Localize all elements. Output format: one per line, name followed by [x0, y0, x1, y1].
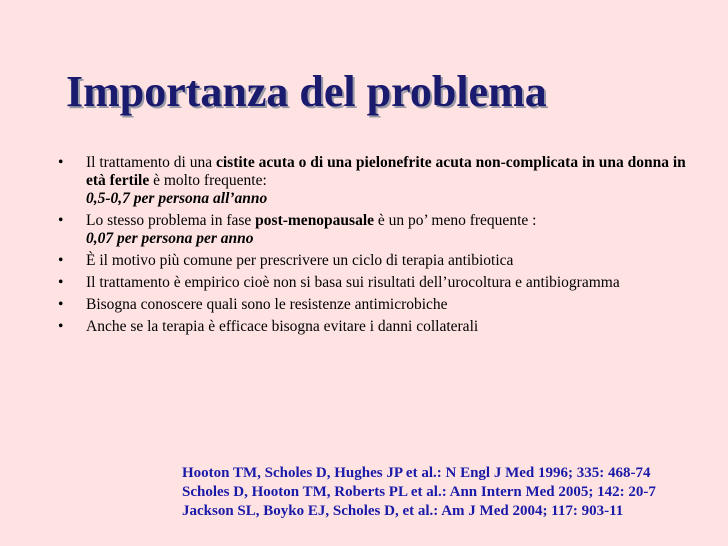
references — [182, 464, 656, 521]
bullet-item — [58, 296, 698, 314]
slide-title: Importanza del problema — [66, 67, 547, 116]
reference-item: Hooton TM, Scholes D, Hughes JP et al.: N Engl J Med 1996; 335: 468-74 — [182, 465, 651, 481]
bullet-text-post: è molto frequente: — [149, 172, 267, 189]
bullet-rate: 0,07 per persona per anno — [86, 230, 254, 247]
bullet-text-pre: Lo stesso problema in fase — [86, 212, 256, 229]
bullet-text-post: è un po’ meno frequente : — [374, 212, 537, 229]
bullet-text-bold: cistite acuta o di una pielonefrite acuta non-complicata in una donna in età fertile — [86, 154, 686, 189]
bullet-text-bold: post-menopausale — [255, 212, 375, 229]
bullet-marker: • — [58, 252, 64, 269]
bullet-marker: • — [58, 154, 64, 171]
bullet-item — [58, 274, 698, 292]
bullet-list — [58, 154, 698, 340]
bullet-text-pre: Il trattamento di una — [86, 154, 216, 171]
bullet-item — [58, 252, 698, 270]
bullet-text: Il trattamento è empirico cioè non si basa sui risultati dell’urocoltura e antibiogramma — [86, 274, 620, 291]
bullet-text: È il motivo più comune per prescrivere un ciclo di terapia antibiotica — [86, 252, 514, 269]
bullet-item — [58, 212, 698, 248]
reference-item: Scholes D, Hooton TM, Roberts PL et al.: Ann Intern Med 2005; 142: 20-7 — [182, 484, 656, 500]
reference-item: Jackson SL, Boyko EJ, Scholes D, et al.: Am J Med 2004; 117: 903-11 — [182, 503, 624, 519]
bullet-item — [58, 318, 698, 336]
bullet-text: Bisogna conoscere quali sono le resistenze antimicrobiche — [86, 296, 448, 313]
bullet-item — [58, 154, 698, 208]
bullet-marker: • — [58, 296, 64, 313]
bullet-text: Anche se la terapia è efficace bisogna evitare i danni collaterali — [86, 318, 479, 335]
bullet-marker: • — [58, 318, 64, 335]
bullet-marker: • — [58, 274, 64, 291]
bullet-marker: • — [58, 212, 64, 229]
bullet-rate: 0,5-0,7 per persona all’anno — [86, 190, 268, 207]
